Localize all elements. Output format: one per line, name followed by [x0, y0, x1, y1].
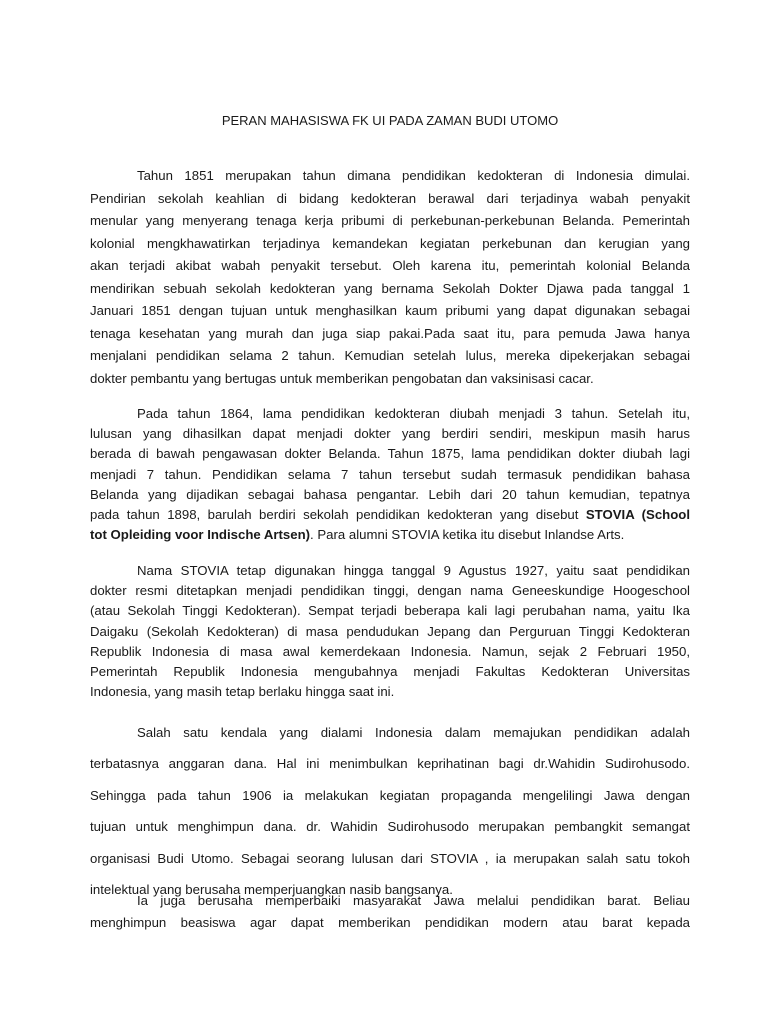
- text-segment: (atau Sekolah Tinggi Kedokteran). Sempat terjadi beberapa kali lagi perubahan nama, yaitu Ika: [90, 603, 690, 619]
- text-line: [90, 662, 690, 682]
- text-segment: mendirikan sebuah sekolah kedokteran yang bernama Sekolah Dokter Djawa pada tanggal 1: [90, 280, 690, 296]
- text-line: [90, 278, 690, 301]
- text-segment: Pemerintah Republik Indonesia mengubahnya menjadi Fakultas Kedokteran Universitas: [90, 663, 690, 679]
- text-segment: menghimpun beasiswa agar dapat memberikan pendidikan modern atau barat kepada: [90, 914, 690, 930]
- text-line: [90, 255, 690, 278]
- text-segment: menjadi 7 tahun. Pendidikan selama 7 tahun tersebut sudah termasuk pendidikan bahasa: [90, 466, 690, 482]
- text-line: [90, 444, 690, 464]
- bold-text: STOVIA (School: [585, 506, 691, 522]
- text-line: [90, 345, 690, 368]
- text-line: [90, 368, 690, 391]
- text-line: [90, 165, 690, 188]
- paragraph: [90, 404, 690, 545]
- text-line: [90, 485, 690, 505]
- text-line: [90, 717, 690, 748]
- paragraph: [90, 717, 690, 905]
- text-line: [90, 890, 690, 912]
- text-line: [90, 642, 690, 662]
- text-segment: Sehingga pada tahun 1906 ia melakukan kegiatan propaganda mengelilingi Jawa dengan: [90, 787, 690, 803]
- text-segment: Januari 1851 dengan tujuan untuk menghasilkan kaum pribumi yang dapat digunakan sebagai: [90, 303, 690, 318]
- text-segment: lulusan yang dihasilkan dapat menjadi dokter yang berdiri sendiri, meskipun masih harus: [90, 426, 690, 442]
- text-segment: Indonesia, yang masih tetap berlaku hingga saat ini.: [90, 684, 395, 700]
- text-line: [90, 233, 690, 256]
- text-segment: terbatasnya anggaran dana. Hal ini menimbulkan keprihatinan bagi dr.Wahidin Sudirohusodo.: [90, 756, 690, 772]
- text-line: [90, 581, 690, 601]
- text-line: [90, 404, 690, 424]
- document-title: PERAN MAHASISWA FK UI PADA ZAMAN BUDI UTOMO: [221, 113, 559, 128]
- text-line: [90, 601, 690, 621]
- text-segment: berada di bawah pengawasan dokter Belanda. Tahun 1875, lama pendidikan dokter diubah lagi: [90, 446, 690, 462]
- text-line: [90, 682, 690, 702]
- text-segment: Nama STOVIA tetap digunakan hingga tanggal 9 Agustus 1927, yaitu saat pendidikan: [137, 563, 690, 578]
- text-line: [90, 188, 690, 211]
- text-segment: Pada tahun 1864, lama pendidikan kedokteran diubah menjadi 3 tahun. Setelah itu,: [137, 406, 690, 421]
- text-segment: Daigaku (Sekolah Kedokteran) di masa pendudukan Jepang dan Perguruan Tinggi Kedokteran: [90, 623, 690, 639]
- text-segment: dokter resmi ditetapkan menjadi pendidikan tinggi, dengan nama Geneeskundige Hoogeschool: [90, 583, 690, 599]
- text-line: [90, 912, 690, 934]
- text-line: [90, 323, 690, 346]
- text-segment: tujuan untuk menghimpun dana. dr. Wahidin Sudirohusodo merupakan pembangkit semangat: [90, 819, 690, 835]
- text-segment: menular yang menyerang tenaga kerja pribumi di perkebunan-perkebunan Belanda. Pemerintah: [90, 213, 690, 228]
- text-line: [90, 561, 690, 581]
- text-line: [90, 748, 690, 779]
- bold-text: tot Opleiding voor Indische Artsen): [90, 527, 311, 543]
- text-segment: Republik Indonesia di masa awal kemerdekaan Indonesia. Namun, sejak 2 Februari 1950,: [90, 643, 690, 659]
- text-segment: Ia juga berusaha memperbaiki masyarakat Jawa melalui pendidikan barat. Beliau: [137, 893, 690, 908]
- text-segment: tenaga kesehatan yang murah dan juga siap pakai.Pada saat itu, para pemuda Jawa hanya: [90, 325, 690, 341]
- text-segment: . Para alumni STOVIA ketika itu disebut Inlandse Arts.: [310, 527, 625, 543]
- text-segment: pada tahun 1898, barulah berdiri sekolah pendidikan kedokteran yang disebut: [90, 506, 586, 522]
- text-segment: intelektual yang berusaha memperjuangkan nasib bangsanya.: [90, 881, 453, 897]
- text-segment: menjalani pendidikan selama 2 tahun. Kemudian setelah lulus, mereka dipekerjakan sebagai: [90, 348, 690, 363]
- text-line: [90, 300, 690, 323]
- text-segment: Tahun 1851 merupakan tahun dimana pendidikan kedokteran di Indonesia dimulai.: [137, 168, 690, 183]
- text-segment: kolonial mengkhawatirkan terjadinya kemandekan kegiatan perkebunan dan kerugian yang: [90, 235, 690, 251]
- text-segment: organisasi Budi Utomo. Sebagai seorang lulusan dari STOVIA , ia merupakan salah satu tokoh: [90, 850, 690, 866]
- text-line: [90, 811, 690, 842]
- text-line: [90, 210, 690, 233]
- text-line: [90, 505, 690, 525]
- text-line: [90, 622, 690, 642]
- text-segment: Pendirian sekolah keahlian di bidang kedokteran berawal dari terjadinya wabah penyakit: [90, 190, 690, 206]
- text-line: [90, 525, 690, 545]
- text-segment: akan terjadi akibat wabah penyakit tersebut. Oleh karena itu, pemerintah kolonial Belanda: [90, 258, 690, 273]
- text-line: [90, 843, 690, 874]
- text-segment: dokter pembantu yang bertugas untuk memberikan pengobatan dan vaksinisasi cacar.: [90, 370, 594, 386]
- paragraph: [90, 165, 690, 390]
- paragraph: [90, 561, 690, 702]
- text-line: [90, 424, 690, 444]
- text-segment: Belanda yang dijadikan sebagai bahasa pengantar. Lebih dari 20 tahun kemudian, tepatnya: [90, 486, 690, 502]
- text-line: [90, 780, 690, 811]
- paragraph: [90, 890, 690, 933]
- text-line: [90, 465, 690, 485]
- text-segment: Salah satu kendala yang dialami Indonesia dalam memajukan pendidikan adalah: [137, 725, 690, 740]
